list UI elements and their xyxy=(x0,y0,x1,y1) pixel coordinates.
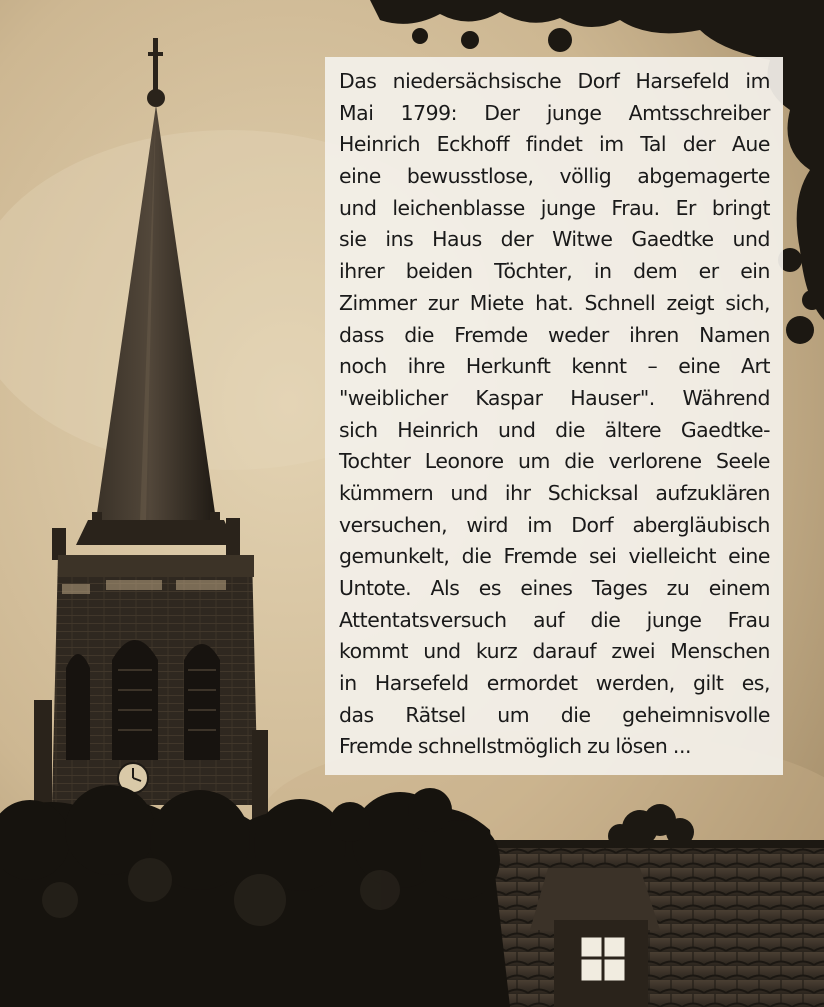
synopsis-line: eine bewusstlose, völlig abgemagerte xyxy=(339,164,770,189)
synopsis-line: Attentatsversuch auf die junge Frau xyxy=(339,607,770,632)
synopsis-line: Untote. Als es eines Tages zu einem xyxy=(339,576,770,600)
synopsis-line: Fremde schnellstmöglich zu lösen ... xyxy=(339,734,692,759)
synopsis-line: Zimmer zur Miete hat. Schnell zeigt sich, xyxy=(339,290,770,315)
synopsis-line: "weiblicher Kaspar Hauser". Während xyxy=(339,385,770,410)
synopsis-line: sich Heinrich und die ältere Gaedtke- xyxy=(339,417,770,442)
synopsis-line: noch ihre Herkunft kennt – eine Art xyxy=(339,354,770,379)
synopsis-line: und leichenblasse junge Frau. Er bringt xyxy=(339,195,770,220)
synopsis-line: das Rätsel um die geheimnisvolle xyxy=(339,702,770,727)
synopsis-line: in Harsefeld ermordet werden, gilt es, xyxy=(339,671,770,696)
synopsis-line: dass die Fremde weder ihren Namen xyxy=(339,322,770,347)
synopsis-line: gemunkelt, die Fremde sei vielleicht eine xyxy=(339,544,770,569)
synopsis-line: kommt und kurz darauf zwei Menschen xyxy=(339,639,770,664)
synopsis-line: Mai 1799: Der junge Amtsschreiber xyxy=(339,100,770,125)
synopsis-line: sie ins Haus der Witwe Gaedtke und xyxy=(339,227,770,252)
synopsis-line: kümmern und ihr Schicksal aufzuklären xyxy=(339,480,770,505)
synopsis-line: Das niedersächsische Dorf Harsefeld im xyxy=(339,69,770,93)
synopsis-line: versuchen, wird im Dorf abergläubisch xyxy=(339,512,770,537)
synopsis-line: ihrer beiden Töchter, in dem er ein xyxy=(339,259,770,284)
synopsis-panel xyxy=(325,57,783,775)
synopsis-line: Tochter Leonore um die verlorene Seele xyxy=(339,449,770,474)
synopsis-line: Heinrich Eckhoff findet im Tal der Aue xyxy=(339,132,770,157)
